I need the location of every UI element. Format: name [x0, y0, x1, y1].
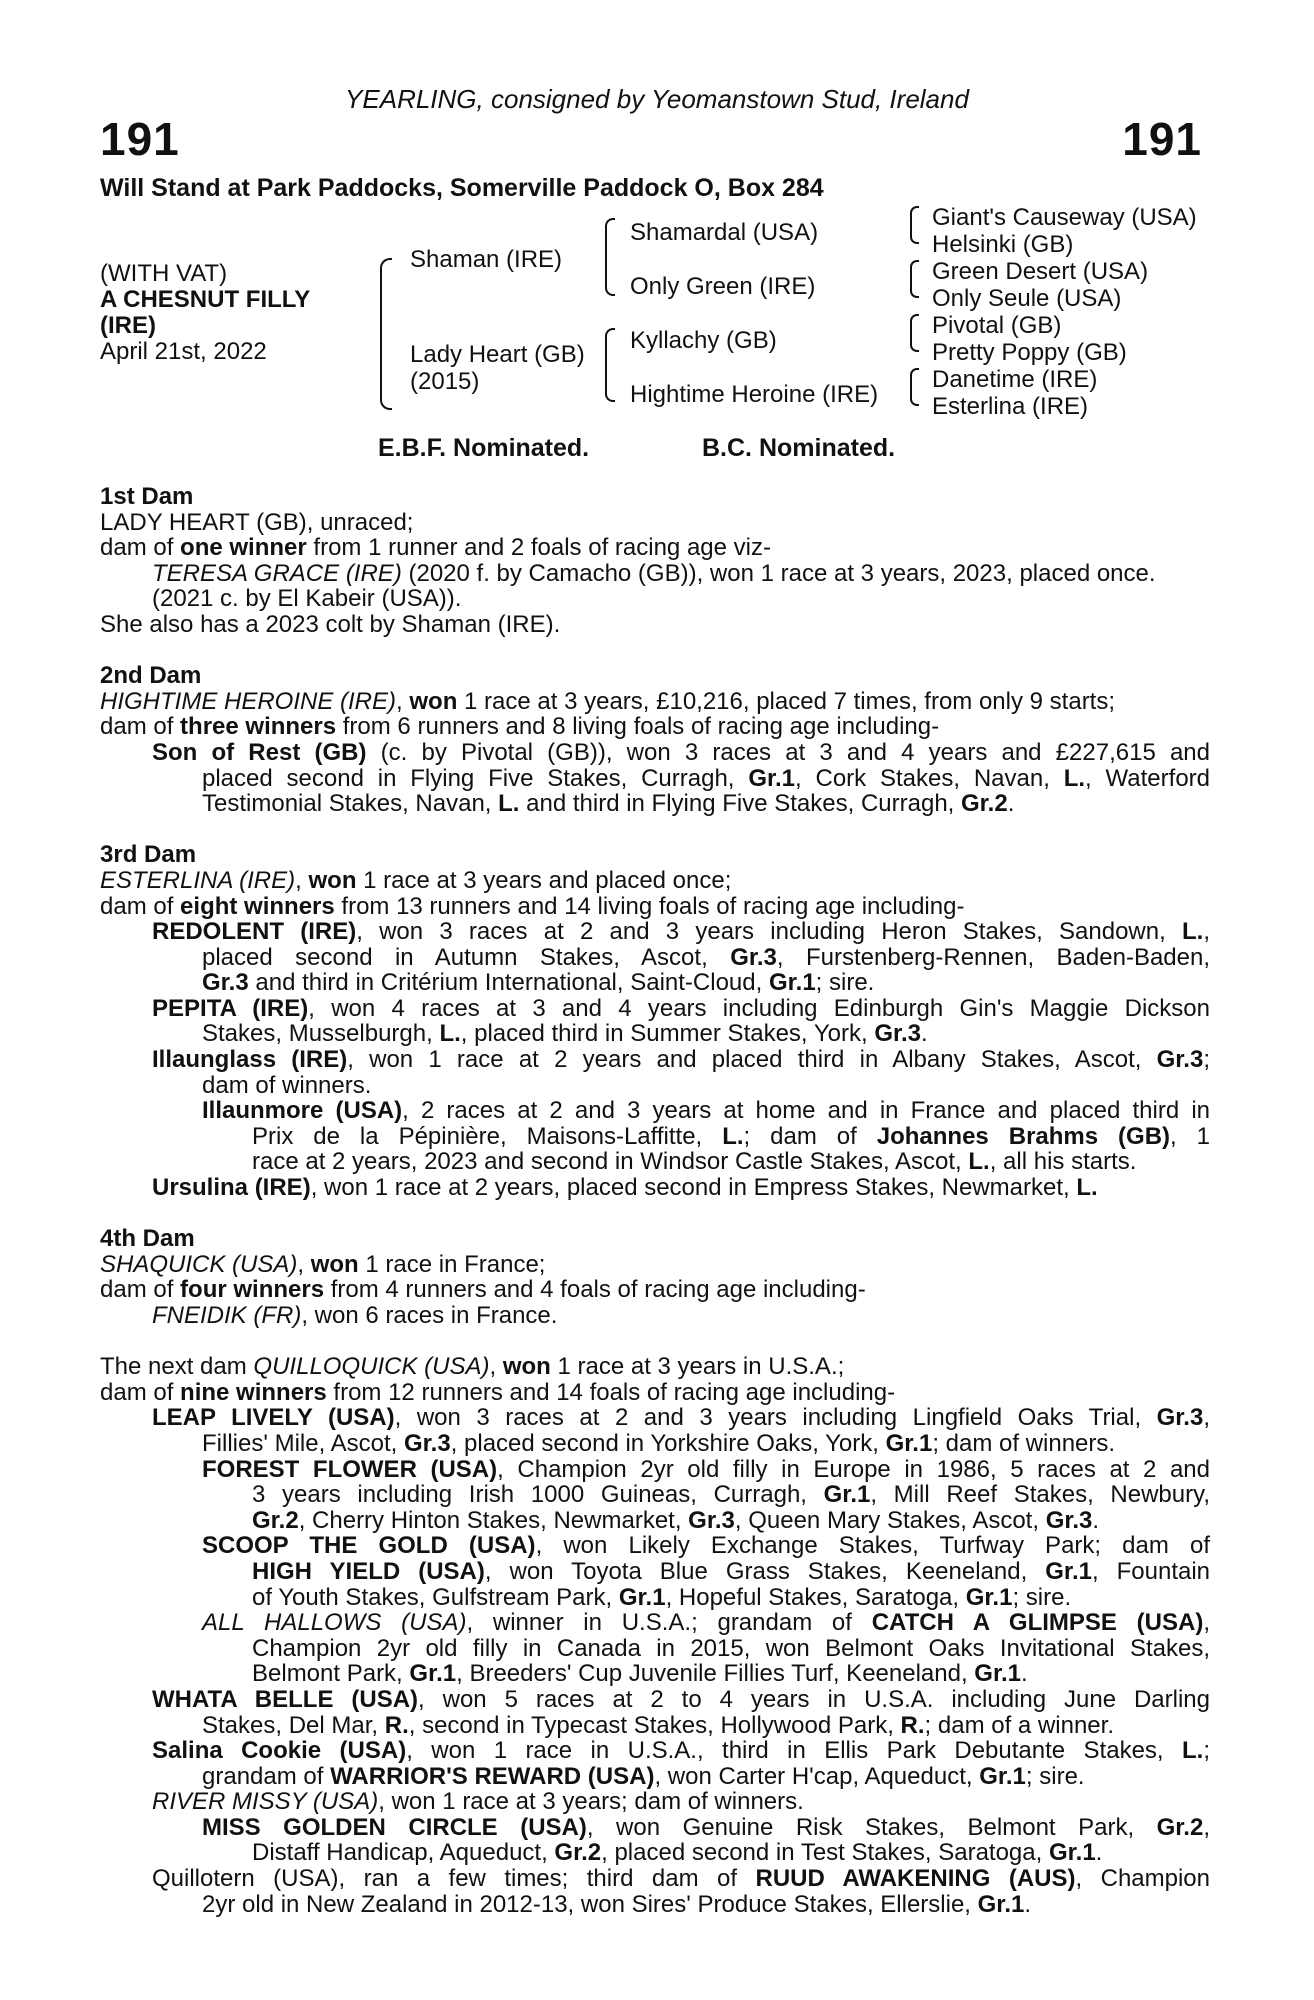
- pedigree-g3: Green Desert (USA): [932, 258, 1149, 285]
- ebf-nomination: E.B.F. Nominated.: [378, 434, 590, 462]
- pedigree-g4: Only Seule (USA): [932, 285, 1122, 312]
- third-dam-heading: 3rd Dam: [100, 841, 197, 869]
- next-dam-line: Salina Cookie (USA), won 1 race in U.S.A., third in Ellis Park Debutante Stakes, L.;: [152, 1737, 1210, 1765]
- next-dam-line: grandam of WARRIOR'S REWARD (USA), won Carter H'cap, Aqueduct, Gr.1; sire.: [202, 1762, 1085, 1790]
- fourth-dam-line: SHAQUICK (USA), won 1 race in France;: [100, 1250, 546, 1278]
- next-dam-line: Belmont Park, Gr.1, Breeders' Cup Juvenile Fillies Turf, Keeneland, Gr.1.: [252, 1660, 1028, 1688]
- next-dam-line: ALL HALLOWS (USA), winner in U.S.A.; grandam of CATCH A GLIMPSE (USA),: [202, 1609, 1210, 1637]
- brace-g1-bottom: [910, 224, 919, 244]
- brace-g4-top: [910, 368, 919, 388]
- second-dam-line: placed second in Flying Five Stakes, Curragh, Gr.1, Cork Stakes, Navan, L., Waterford: [202, 764, 1211, 792]
- third-dam-line: Ursulina (IRE), won 1 race at 2 years, placed second in Empress Stakes, Newmarket, L.: [152, 1174, 1098, 1202]
- third-dam-line: Gr.3 and third in Critérium International, Saint-Cloud, Gr.1; sire.: [202, 969, 875, 997]
- next-dam-line: RIVER MISSY (USA), won 1 race at 3 years; dam of winners.: [152, 1788, 804, 1816]
- first-dam-line: (2021 c. by El Kabeir (USA)).: [152, 585, 462, 613]
- third-dam-line: PEPITA (IRE), won 4 races at 3 and 4 years including Edinburgh Gin's Maggie Dickson: [152, 994, 1210, 1022]
- second-dam-line: dam of three winners from 6 runners and 8 living foals of racing age including-: [100, 713, 940, 741]
- third-dam-line: placed second in Autumn Stakes, Ascot, Gr.3, Furstenberg-Rennen, Baden-Baden,: [202, 943, 1211, 971]
- catalogue-subtitle: YEARLING, consigned by Yeomanstown Stud, Ireland: [345, 84, 969, 114]
- next-dam-line: Gr.2, Cherry Hinton Stakes, Newmarket, Gr.3, Queen Mary Stakes, Ascot, Gr.3.: [252, 1506, 1100, 1534]
- pedigree-g7: Danetime (IRE): [932, 366, 1098, 393]
- next-dam-line: 3 years including Irish 1000 Guineas, Curragh, Gr.1, Mill Reef Stakes, Newbury,: [252, 1481, 1211, 1509]
- pedigree-g8: Esterlina (IRE): [932, 393, 1089, 420]
- pedigree-g2: Helsinki (GB): [932, 231, 1074, 258]
- brace-g3-bottom: [910, 332, 919, 352]
- first-dam-line: LADY HEART (GB), unraced;: [100, 508, 414, 536]
- brace-gen1-top: [380, 258, 392, 338]
- first-dam-line: TERESA GRACE (IRE) (2020 f. by Camacho (GB)), won 1 race at 3 years, 2023, placed once.: [152, 559, 1156, 587]
- bc-nomination: B.C. Nominated.: [702, 434, 896, 462]
- brace-sire-bottom: [605, 256, 615, 296]
- next-dam-line: of Youth Stakes, Gulfstream Park, Gr.1, Hopeful Stakes, Saratoga, Gr.1; sire.: [252, 1583, 1072, 1611]
- fourth-dam-line: dam of four winners from 4 runners and 4 foals of racing age including-: [100, 1276, 866, 1304]
- next-dam-line: Champion 2yr old filly in Canada in 2015, won Belmont Oaks Invitational Stakes,: [252, 1634, 1210, 1662]
- stand-location: Will Stand at Park Paddocks, Somerville Paddock O, Box 284: [100, 174, 824, 202]
- next-dam-line: FOREST FLOWER (USA), Champion 2yr old filly in Europe in 1986, 5 races at 2 and: [202, 1455, 1211, 1483]
- dam-year: (2015): [410, 368, 480, 395]
- second-dam-line: HIGHTIME HEROINE (IRE), won 1 race at 3 years, £10,216, placed 7 times, from only 9 starts;: [100, 687, 1116, 715]
- first-dam-heading: 1st Dam: [100, 483, 194, 510]
- horse-origin: (IRE): [100, 312, 156, 339]
- dam-name: Lady Heart (GB): [410, 341, 585, 368]
- third-dam-line: Prix de la Pépinière, Maisons-Laffitte, L.; dam of Johannes Brahms (GB), 1: [252, 1122, 1211, 1150]
- third-dam-line: race at 2 years, 2023 and second in Windsor Castle Stakes, Ascot, L., all his starts.: [252, 1148, 1137, 1176]
- next-dam-line: 2yr old in New Zealand in 2012-13, won Sires' Produce Stakes, Ellerslie, Gr.1.: [202, 1890, 1032, 1918]
- third-dam-line: Stakes, Musselburgh, L., placed third in Summer Stakes, York, Gr.3.: [202, 1020, 928, 1048]
- second-dam-line: Testimonial Stakes, Navan, L. and third in Flying Five Stakes, Curragh, Gr.2.: [202, 790, 1015, 818]
- next-dam-line: Quillotern (USA), ran a few times; third dam of RUUD AWAKENING (AUS), Champion: [152, 1865, 1211, 1893]
- brace-g2-top: [910, 260, 919, 280]
- third-dam-line: ESTERLINA (IRE), won 1 race at 3 years and placed once;: [100, 866, 732, 894]
- produce-record: [100, 484, 1210, 1917]
- lot-number-left: 191: [100, 113, 180, 165]
- first-dam-line: dam of one winner from 1 runner and 2 foals of racing age viz-: [100, 534, 771, 562]
- foaling-date: April 21st, 2022: [100, 338, 267, 365]
- third-dam-line: Illaunglass (IRE), won 1 race at 2 years and placed third in Albany Stakes, Ascot, Gr.3;: [152, 1046, 1210, 1074]
- next-dam-line: LEAP LIVELY (USA), won 3 races at 2 and 3 years including Lingfield Oaks Trial, Gr.3,: [152, 1404, 1210, 1432]
- next-dam-line: SCOOP THE GOLD (USA), won Likely Exchange Stakes, Turfway Park; dam of: [202, 1532, 1210, 1560]
- next-dam-line: dam of nine winners from 12 runners and 14 foals of racing age including-: [100, 1378, 896, 1406]
- third-dam-line: dam of winners.: [202, 1071, 372, 1099]
- third-dam-line: dam of eight winners from 13 runners and 14 living foals of racing age including-: [100, 892, 965, 920]
- brace-dam-bottom: [605, 364, 615, 402]
- horse-name: A CHESNUT FILLY: [100, 286, 311, 313]
- third-dam-line: Illaunmore (USA), 2 races at 2 and 3 years at home and in France and placed third in: [202, 1097, 1211, 1125]
- next-dam-line: HIGH YIELD (USA), won Toyota Blue Grass Stakes, Keeneland, Gr.1, Fountain: [252, 1557, 1211, 1585]
- next-dam-line: WHATA BELLE (USA), won 5 races at 2 to 4 years in U.S.A. including June Darling: [152, 1685, 1211, 1713]
- brace-g2-bottom: [910, 278, 919, 298]
- second-dam-line: Son of Rest (GB) (c. by Pivotal (GB)), won 3 races at 3 and 4 years and £227,615 and: [152, 738, 1210, 766]
- brace-sire-top: [605, 218, 615, 258]
- fourth-dam-line: FNEIDIK (FR), won 6 races in France.: [152, 1302, 558, 1329]
- next-dam-line: Distaff Handicap, Aqueduct, Gr.2, placed second in Test Stakes, Saratoga, Gr.1.: [252, 1839, 1103, 1867]
- fourth-dam-heading: 4th Dam: [100, 1225, 195, 1253]
- next-dam-line: The next dam QUILLOQUICK (USA), won 1 race at 3 years in U.S.A.;: [100, 1353, 845, 1381]
- brace-g3-top: [910, 314, 919, 334]
- brace-gen1-bottom: [380, 336, 392, 410]
- brace-dam-top: [605, 328, 615, 366]
- sire-sire-name: Shamardal (USA): [630, 219, 819, 246]
- second-dam-heading: 2nd Dam: [100, 662, 202, 690]
- brace-g4-bottom: [910, 386, 919, 406]
- pedigree-g6: Pretty Poppy (GB): [932, 339, 1127, 366]
- brace-g1-top: [910, 206, 919, 226]
- sire-name: Shaman (IRE): [410, 246, 563, 273]
- pedigree-g1: Giant's Causeway (USA): [932, 204, 1197, 231]
- sire-dam-name: Only Green (IRE): [630, 273, 816, 300]
- first-dam-line: She also has a 2023 colt by Shaman (IRE).: [100, 610, 561, 638]
- third-dam-line: REDOLENT (IRE), won 3 races at 2 and 3 years including Heron Stakes, Sandown, L.,: [152, 918, 1210, 946]
- next-dam-line: MISS GOLDEN CIRCLE (USA), won Genuine Risk Stakes, Belmont Park, Gr.2,: [202, 1813, 1210, 1841]
- next-dam-line: Fillies' Mile, Ascot, Gr.3, placed second in Yorkshire Oaks, York, Gr.1; dam of winners.: [202, 1429, 1116, 1457]
- next-dam-line: Stakes, Del Mar, R., second in Typecast Stakes, Hollywood Park, R.; dam of a winner.: [202, 1711, 1114, 1739]
- lot-number-right: 191: [1122, 113, 1202, 165]
- dam-sire-name: Kyllachy (GB): [630, 327, 777, 354]
- pedigree-g5: Pivotal (GB): [932, 312, 1062, 339]
- dam-dam-name: Hightime Heroine (IRE): [630, 381, 879, 408]
- vat-note: (WITH VAT): [100, 260, 228, 287]
